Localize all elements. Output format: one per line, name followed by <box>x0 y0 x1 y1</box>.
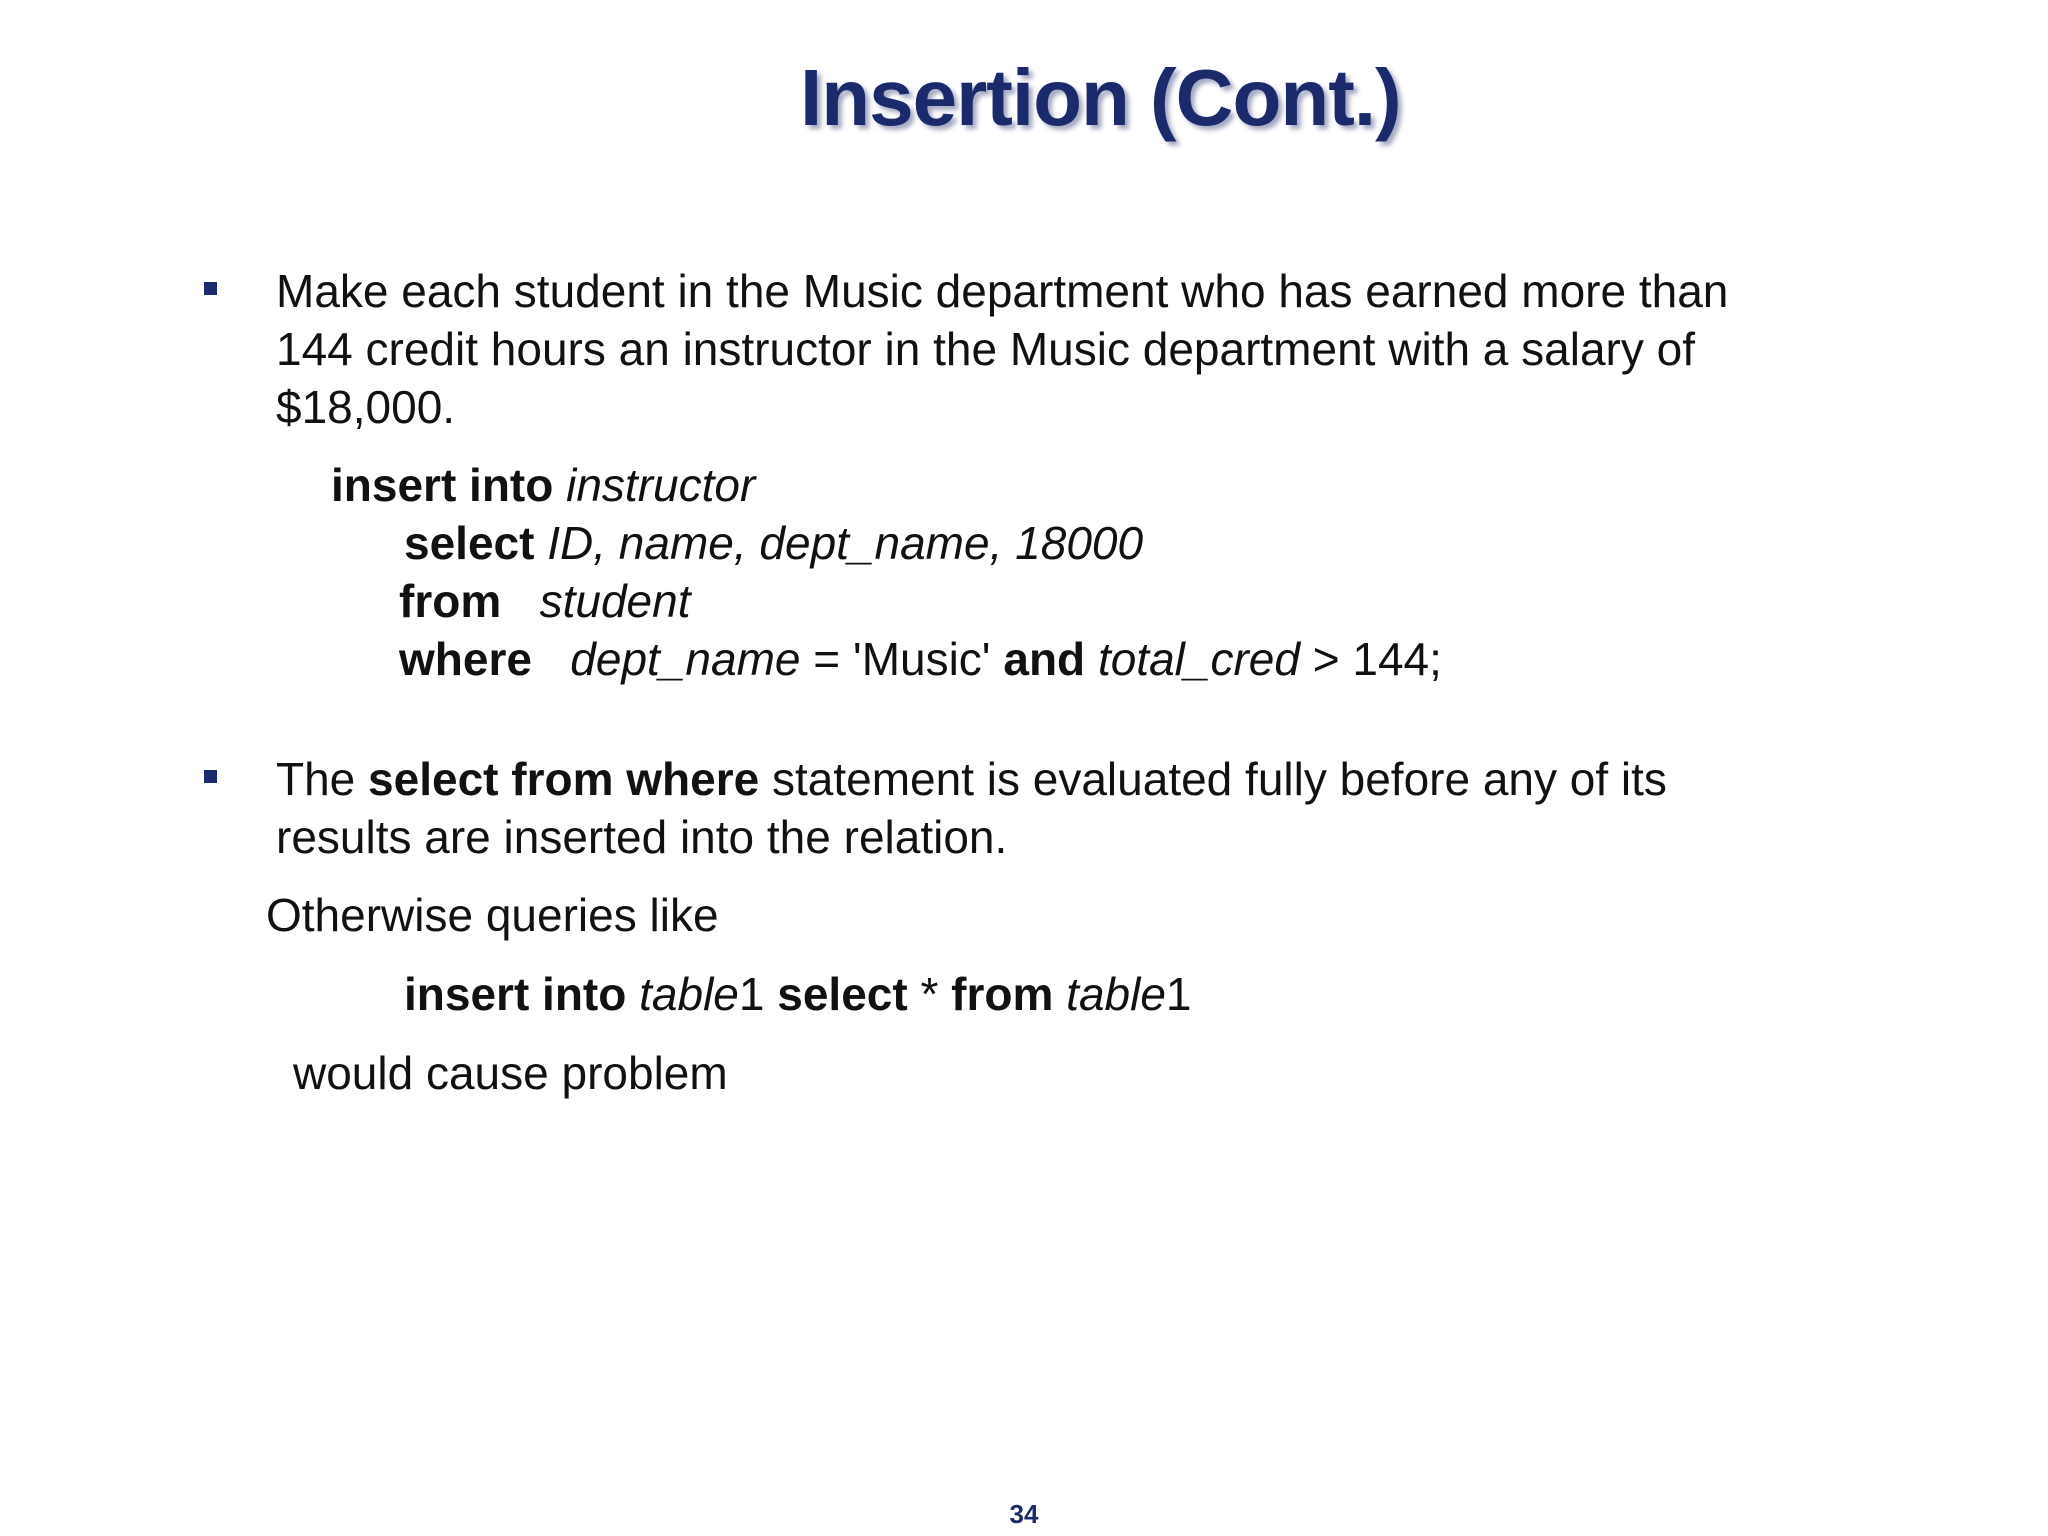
slide-title: Insertion (Cont.) <box>800 53 1401 142</box>
bullet-2-rest: statement is evaluated fully before any of its <box>759 753 1667 805</box>
column-total-cred: total_cred <box>1097 633 1300 685</box>
space <box>1085 633 1098 685</box>
column-list: ID, name, dept_name, 18000 <box>547 517 1144 569</box>
keyword-and: and <box>1003 633 1086 685</box>
bullet-2-text <box>276 750 1667 866</box>
space <box>534 517 547 569</box>
table-name: table <box>1066 968 1166 1020</box>
table-name: instructor <box>566 459 756 511</box>
condition-equals: = 'Music' <box>800 633 1004 685</box>
keyword-select: select <box>777 968 908 1020</box>
space <box>501 575 539 627</box>
query-1-line-4 <box>399 630 1442 688</box>
page-number: 34 <box>1009 1499 1039 1529</box>
condition-greater: > 144; <box>1299 633 1442 685</box>
keyword-insert-into: insert into <box>404 968 627 1020</box>
table-number: 1 <box>738 968 765 1020</box>
column-dept-name: dept_name <box>570 633 801 685</box>
bullet-1-line-2: 144 credit hours an instructor in the Music department with a salary of <box>276 323 1696 375</box>
space <box>626 968 639 1020</box>
conclusion-text: would cause problem <box>293 1047 728 1099</box>
keyword-where: where <box>399 633 532 685</box>
table-name: student <box>539 575 691 627</box>
otherwise-text: Otherwise queries like <box>266 889 719 941</box>
bullet-marker <box>204 282 217 295</box>
space <box>553 459 566 511</box>
space <box>1053 968 1066 1020</box>
query-1-line-1 <box>331 456 755 514</box>
bullet-2-line-2: results are inserted into the relation. <box>276 811 1008 863</box>
space <box>764 968 777 1020</box>
keyword-select-from-where: select from where <box>368 753 760 805</box>
keyword-from: from <box>399 575 502 627</box>
keyword-insert-into: insert into <box>331 459 554 511</box>
query-1-line-2 <box>404 514 1143 572</box>
table-number: 1 <box>1165 968 1192 1020</box>
keyword-select: select <box>404 517 535 569</box>
bullet-2-lead: The <box>276 753 369 805</box>
query-2-line <box>404 965 1192 1023</box>
star: * <box>907 968 952 1020</box>
space <box>532 633 570 685</box>
bullet-1-text <box>276 262 1728 436</box>
bullet-1-line-1: Make each student in the Music department who has earned more than <box>276 265 1729 317</box>
table-name: table <box>639 968 739 1020</box>
bullet-marker <box>204 770 217 783</box>
keyword-from: from <box>951 968 1054 1020</box>
query-1-line-3 <box>399 572 690 630</box>
bullet-2-line-1 <box>276 750 1667 808</box>
bullet-1-line-3: $18,000. <box>276 381 456 433</box>
